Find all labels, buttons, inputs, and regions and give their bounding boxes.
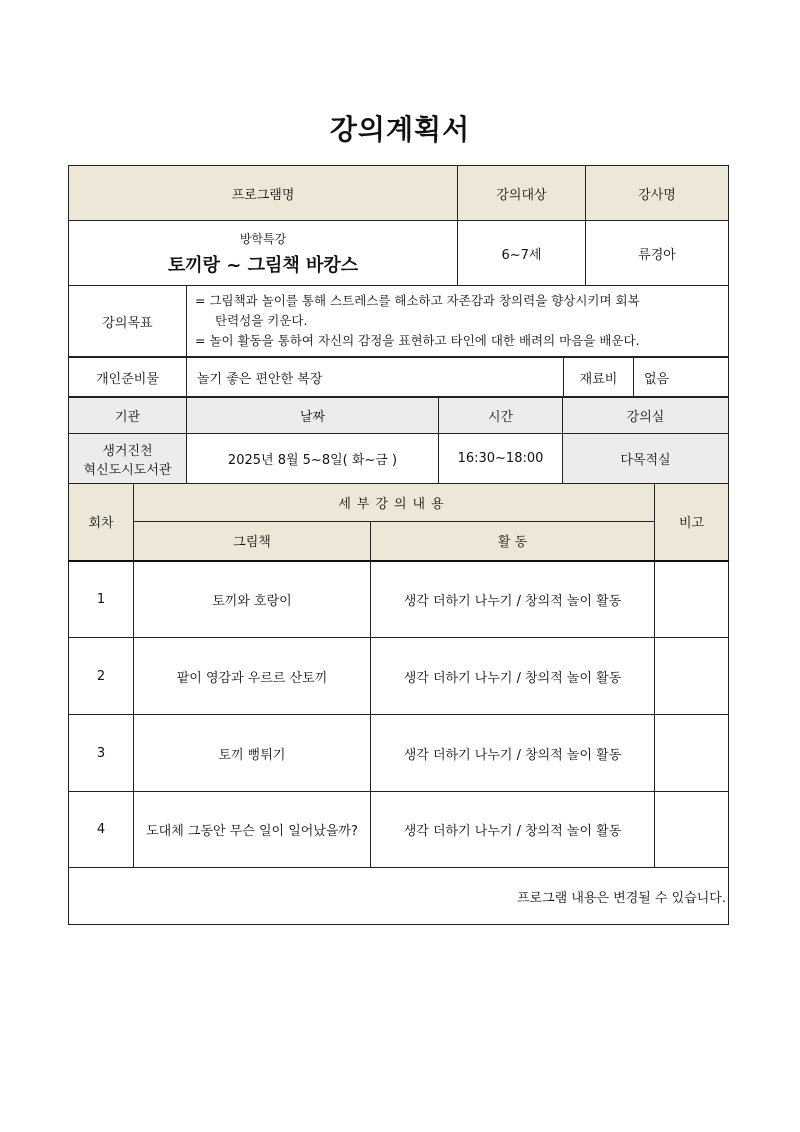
target-label: 강의대상 (458, 166, 586, 221)
footer-note: 프로그램 내용은 변경될 수 있습니다. (69, 868, 729, 925)
note-cell (655, 715, 729, 792)
supplies-label: 개인준비물 (69, 358, 187, 397)
supplies-section (68, 357, 728, 397)
supplies-value: 놀기 좋은 편안한 복장 (187, 358, 564, 397)
session-no: 3 (69, 715, 134, 792)
room-label: 강의실 (563, 398, 729, 434)
activity-text: 생각 더하기 나누기 / 창의적 놀이 활동 (371, 792, 655, 868)
book-title: 팥이 영감과 우르르 산토끼 (134, 638, 371, 715)
room-value: 다목적실 (563, 434, 729, 484)
table-row (69, 715, 729, 792)
program-label: 프로그램명 (69, 166, 458, 221)
goals-text (187, 286, 729, 357)
book-header: 그림책 (134, 522, 371, 561)
program-subtitle: 방학특강 (239, 231, 287, 246)
program-name: 토끼랑 ~ 그림책 바캉스 (167, 254, 359, 276)
org-line-2: 혁신도시도서관 (83, 462, 172, 478)
page-title: 강의계획서 (329, 113, 471, 146)
goal-line-1: = 그림책과 놀이를 통해 스트레스를 해소하고 자존감과 창의력을 향상시키며 회복 (195, 293, 640, 308)
goal-line-1-cont: 탄력성을 키운다. (215, 313, 308, 328)
instructor-value: 류경아 (586, 221, 729, 286)
program-info-section (68, 165, 728, 285)
time-label: 시간 (439, 398, 563, 434)
table-row (69, 792, 729, 868)
activity-text: 생각 더하기 나누기 / 창의적 놀이 활동 (371, 561, 655, 638)
detail-header: 세부강의내용 (134, 484, 655, 522)
note-cell (655, 561, 729, 638)
session-no: 1 (69, 561, 134, 638)
book-title: 토끼와 호랑이 (134, 561, 371, 638)
org-value (69, 434, 187, 484)
date-value: 2025년 8월 5~8일( 화~금 ) (187, 434, 439, 484)
time-value: 16:30~18:00 (439, 434, 563, 484)
table-row (69, 561, 729, 638)
goals-section (68, 285, 728, 357)
session-no: 4 (69, 792, 134, 868)
target-value: 6~7세 (458, 221, 586, 286)
table-row (69, 638, 729, 715)
fee-value: 없음 (634, 358, 729, 397)
note-cell (655, 792, 729, 868)
book-title: 토끼 뻥튀기 (134, 715, 371, 792)
goal-line-2: = 놀이 활동을 통하여 자신의 감정을 표현하고 타인에 대한 배려의 마음을 배운다. (195, 333, 640, 348)
session-no: 2 (69, 638, 134, 715)
program-cell (69, 221, 458, 286)
session-info-section (68, 397, 728, 483)
fee-label: 재료비 (564, 358, 634, 397)
book-title: 도대체 그동안 무슨 일이 일어났을까? (134, 792, 371, 868)
org-line-1: 생거진천 (102, 443, 153, 459)
activity-header: 활 동 (371, 522, 655, 561)
schedule-section (68, 483, 728, 924)
goals-label: 강의목표 (69, 286, 187, 357)
activity-text: 생각 더하기 나누기 / 창의적 놀이 활동 (371, 715, 655, 792)
activity-text: 생각 더하기 나누기 / 창의적 놀이 활동 (371, 638, 655, 715)
instructor-label: 강사명 (586, 166, 729, 221)
note-cell (655, 638, 729, 715)
org-label: 기관 (69, 398, 187, 434)
note-header: 비고 (655, 484, 729, 561)
date-label: 날짜 (187, 398, 439, 434)
session-header: 회차 (69, 484, 134, 561)
